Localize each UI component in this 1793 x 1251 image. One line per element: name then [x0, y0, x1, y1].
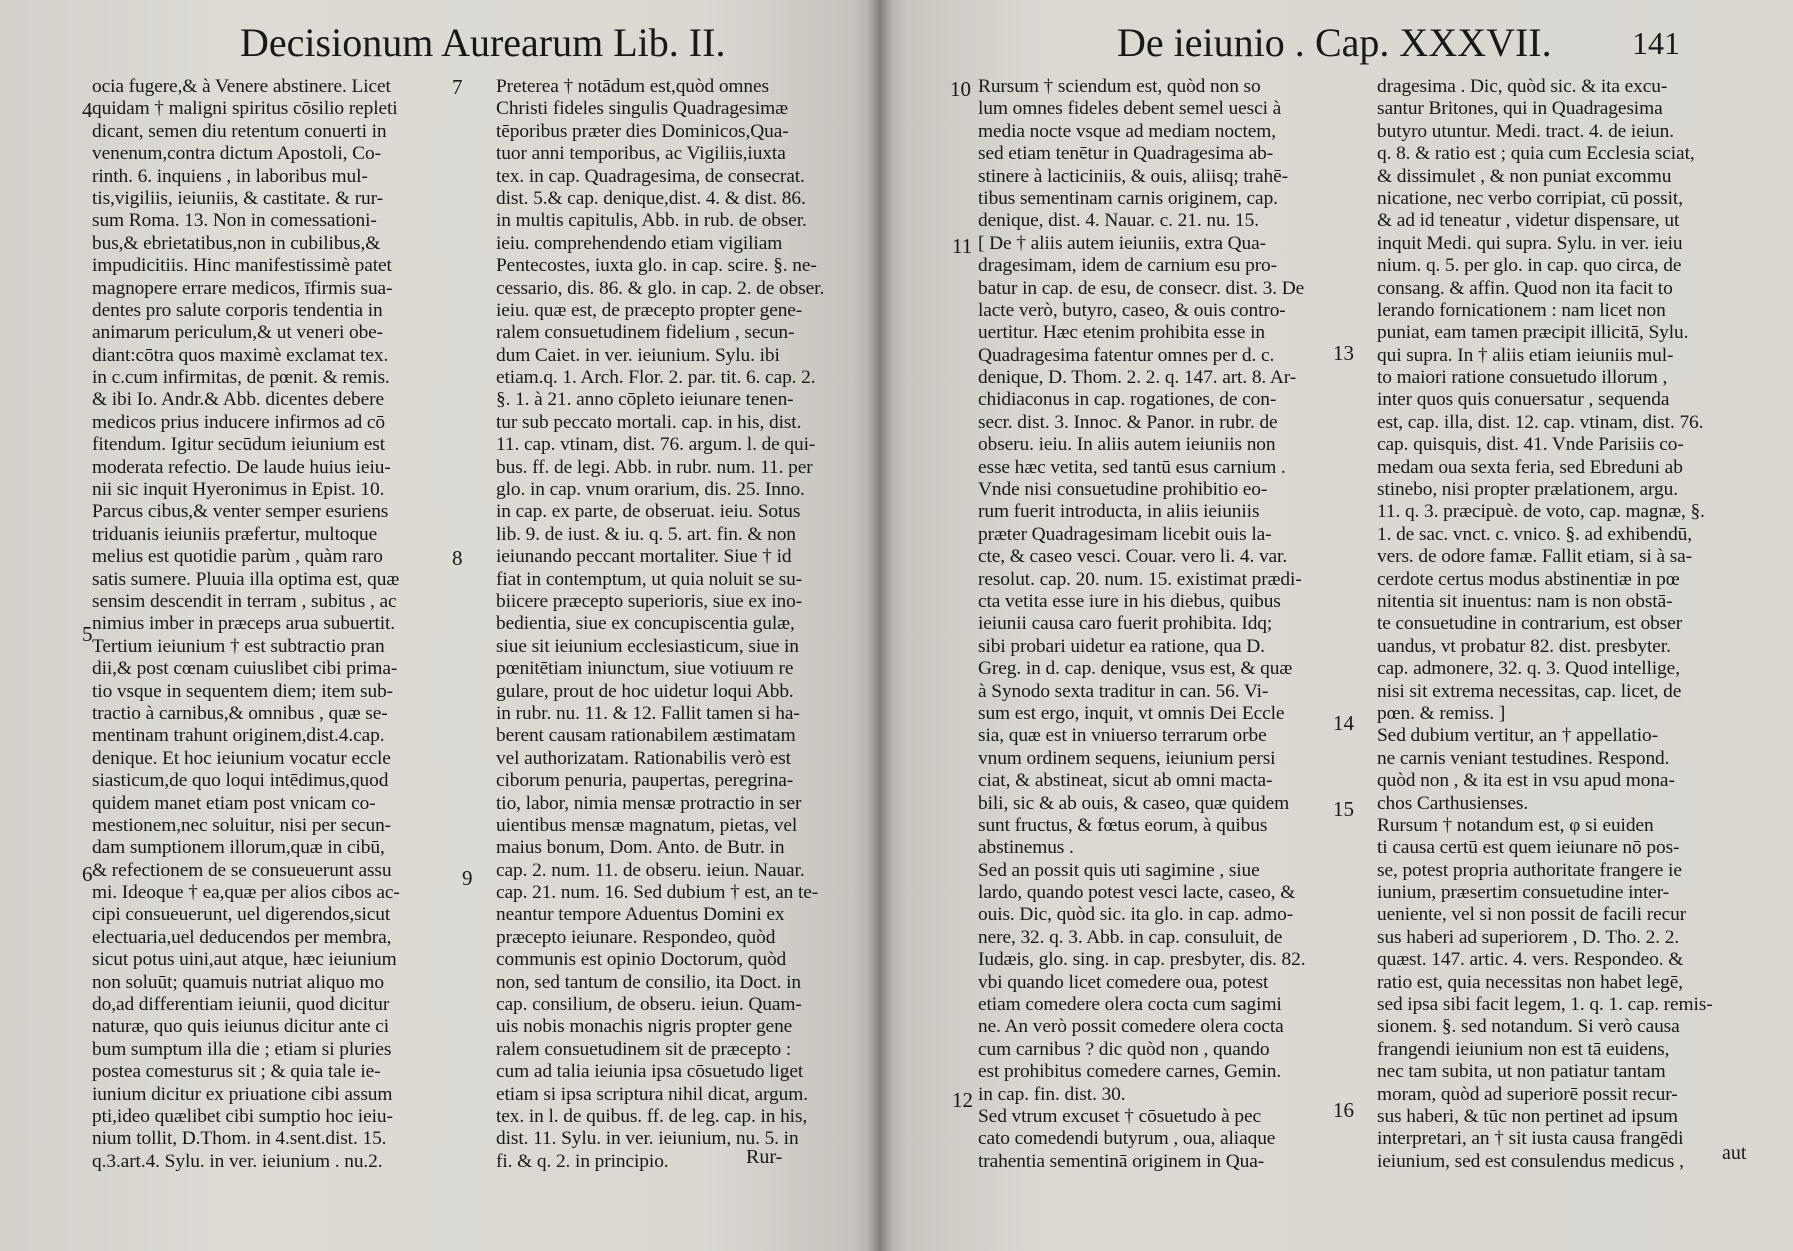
- text-line: sus haberi, & tūc non pertinet ad ipsum: [1377, 1105, 1678, 1127]
- text-line: postea comesturus sit ; & quia tale ie-: [92, 1061, 381, 1083]
- text-line: dist. 11. Sylu. in ver. ieiunium, nu. 5. in: [496, 1128, 799, 1150]
- text-line: in multis capitulis, Abb. in rub. de obser.: [496, 210, 807, 232]
- text-line: Iudæis, glo. sing. in cap. presbyter, dis. 82.: [978, 949, 1306, 971]
- text-line: abstinemus .: [978, 837, 1074, 859]
- text-line: tur sub peccato mortali. cap. in his, dist.: [496, 411, 802, 433]
- text-line: non soluūt; quamuis nutriat aliquo mo: [92, 971, 384, 993]
- text-line: etiam.q. 1. Arch. Flor. 2. par. tit. 6. cap. 2.: [496, 367, 816, 389]
- text-line: naturæ, quo quis ieiunus dicitur ante ci: [92, 1016, 390, 1038]
- text-line: dentes pro salute corporis tendentia in: [92, 299, 383, 321]
- text-line: non, sed tantum de consilio, ita Doct. in: [496, 971, 802, 993]
- text-line: in rubr. nu. 11. & 12. Fallit tamen si ha-: [496, 702, 800, 724]
- text-line: dum Caiet. in ver. ieiunium. Sylu. ibi: [496, 344, 780, 366]
- text-line: ouis. Dic, quòd sic. ita glo. in cap. admo-: [978, 904, 1294, 926]
- text-line: 11. cap. vtinam, dist. 76. argum. l. de qui-: [496, 434, 816, 456]
- text-line: uandus, vt probatur 82. dist. presbyter.: [1377, 635, 1671, 657]
- text-line: glo. in cap. vnum orarium, dis. 25. Inno.: [496, 479, 805, 501]
- text-line: se, potest propria authoritate frangere ie: [1377, 859, 1682, 881]
- text-line: dragesima . Dic, quòd sic. & ita excu-: [1377, 76, 1668, 97]
- text-line: venenum,contra dictum Apostoli, Co-: [92, 143, 381, 165]
- text-line: bus,& ebrietatibus,non in cubilibus,&: [92, 232, 381, 254]
- text-line: Rursum † notandum est, φ si euiden: [1377, 814, 1654, 836]
- text-line: lib. 9. de iust. & iu. q. 5. art. fin. & non: [496, 523, 796, 545]
- text-line: præcepto ieiunare. Respondeo, quòd: [496, 926, 776, 948]
- margin-number: 13: [1333, 341, 1354, 365]
- text-line: nium tollit, D.Thom. in 4.sent.dist. 15.: [92, 1128, 387, 1150]
- text-line: tuor anni temporibus, ac Vigiliis,iuxta: [496, 143, 786, 165]
- text-line: rum fuerit introducta, in aliis ieiuniis: [978, 501, 1260, 523]
- text-line: tex. in l. de quibus. ff. de leg. cap. in his,: [496, 1105, 808, 1127]
- book-title: Decisionum Aurearum: [240, 20, 604, 65]
- text-line: mentinam trahunt originem,dist.4.cap.: [92, 725, 385, 747]
- text-line: sum est ergo, inquit, vt omnis Dei Eccle: [978, 702, 1285, 724]
- text-line: ieiunii causa caro fuerit prohibita. Idq;: [978, 613, 1273, 635]
- text-line: & dissimulet , & non puniat excommu: [1377, 165, 1672, 187]
- page-number: 141: [1632, 25, 1680, 61]
- text-line: melius est quotidie parùm , quàm raro: [92, 546, 383, 568]
- text-line: cap. 2. num. 11. de obseru. ieiun. Nauar.: [496, 859, 805, 881]
- text-line: secr. dist. 3. Innoc. & Panor. in rubr. de: [978, 411, 1278, 433]
- text-line: & refectionem de se consueuerunt assu: [92, 859, 392, 881]
- text-line: tio vsque in sequentem diem; item sub-: [92, 680, 394, 702]
- text-line: Quadragesima fatentur omnes per d. c.: [978, 344, 1275, 366]
- chapter-title: De ieiunio .: [1117, 20, 1305, 65]
- text-line: ocia fugere,& à Venere abstinere. Licet: [92, 76, 391, 97]
- right-page: [880, 0, 1793, 1251]
- text-line: lacte verò, butyro, caseo, & ouis contro-: [978, 299, 1286, 321]
- text-line: moderata refectio. De laude huius ieiu-: [92, 456, 391, 478]
- text-line: §. 1. à 21. anno cōpleto ieiunare tenen-: [496, 389, 794, 411]
- text-line: Christi fideles singulis Quadragesimæ: [496, 98, 788, 120]
- text-line: in cap. fin. dist. 30.: [978, 1083, 1126, 1105]
- text-line: cap. quisquis, dist. 41. Vnde Parisiis co-: [1377, 434, 1684, 456]
- text-line: dii,& post cœnam cuiuslibet cibi prima-: [92, 658, 398, 680]
- text-line: dicant, semen diu retentum conuerti in: [92, 120, 387, 142]
- text-line: 11. q. 3. præcipuè. de voto, cap. magnæ, §.: [1377, 501, 1705, 523]
- margin-number: 9: [462, 866, 473, 890]
- text-line: Tertium ieiunium † est subtractio pran: [92, 635, 385, 657]
- text-line: Preterea † notādum est,quòd omnes: [496, 76, 769, 97]
- text-line: resolut. cap. 20. num. 15. existimat prædi-: [978, 568, 1302, 590]
- text-line: do,ad differentiam ieiunii, quod dicitur: [92, 994, 390, 1016]
- text-line: Sed dubium vertitur, an † appellatio-: [1377, 725, 1658, 747]
- text-line: bedientia, siue ex concupiscentia gulæ,: [496, 613, 795, 635]
- text-line: siasticum,de quo loqui intēdimus,quod: [92, 770, 389, 792]
- text-line: uientibus mensæ magnatum, pietas, vel: [496, 814, 798, 836]
- text-line: cerdote certus modus abstinentiæ in pœ: [1377, 568, 1680, 590]
- text-line: inquit Medi. qui supra. Sylu. in ver. ieiu: [1377, 232, 1683, 254]
- text-line: lum omnes fideles debent semel uesci à: [978, 98, 1282, 120]
- text-line: siue sit ieiunium ecclesiasticum, siue in: [496, 635, 799, 657]
- text-line: dam sumptionem illorum,quæ in cibū,: [92, 837, 385, 859]
- text-line: sionem. §. sed notandum. Si verò causa: [1377, 1016, 1680, 1038]
- text-line: tibus sementinam carnis originem, cap.: [978, 187, 1278, 209]
- text-line: nium. q. 5. per glo. in cap. quo circa, de: [1377, 255, 1682, 277]
- text-line: stinebo, nisi propter prælationem, argu.: [1377, 479, 1678, 501]
- text-line: denique. Et hoc ieiunium vocatur eccle: [92, 747, 391, 769]
- margin-number: 8: [452, 546, 463, 570]
- text-line: media nocte vsque ad mediam noctem,: [978, 120, 1277, 142]
- text-line: nitentia sit inuentus: nam is non obstā-: [1377, 590, 1673, 612]
- right-column-2: [1377, 76, 1713, 1173]
- text-line: Sed an possit quis uti sagimine , siue: [978, 859, 1260, 881]
- text-line: trahentia sementinā originem in Qua-: [978, 1150, 1265, 1172]
- text-line: neantur tempore Aduentus Domini ex: [496, 904, 785, 926]
- text-line: in cap. ex parte, de obseruat. ieiu. Sotus: [496, 501, 801, 523]
- text-line: sicut potus uini,aut atque, hæc ieiunium: [92, 949, 397, 971]
- text-line: esse hæc vetita, sed tantū esus carnium .: [978, 456, 1286, 478]
- text-line: quidem manet etiam post vnicam co-: [92, 792, 376, 814]
- catchword-right: aut: [1722, 1142, 1747, 1164]
- text-line: sibi probari uidetur ea ratione, qua D.: [978, 635, 1265, 657]
- text-line: te consuetudine in contrarium, est obser: [1377, 613, 1683, 635]
- text-line: bili, sic & ab ouis, & caseo, quæ quidem: [978, 792, 1290, 814]
- text-line: moram, quòd ad superiorē possit recur-: [1377, 1083, 1678, 1105]
- text-line: bum sumptum illa die ; etiam si pluries: [92, 1038, 392, 1060]
- text-line: Parcus cibus,& venter semper esuriens: [92, 501, 389, 523]
- text-line: tēporibus præter dies Dominicos,Qua-: [496, 120, 789, 142]
- text-line: stinere à lacticiniis, & ouis, aliisq; trahē-: [978, 165, 1288, 187]
- text-line: communis est opinio Doctorum, quòd: [496, 949, 787, 971]
- text-line: tex. in cap. Quadragesima, de consecrat.: [496, 165, 805, 187]
- text-line: est prohibitus comedere carnes, Gemin.: [978, 1061, 1282, 1083]
- text-line: nere, 32. q. 3. Abb. in cap. consuluit, de: [978, 926, 1283, 948]
- text-line: sia, quæ est in vniuerso terrarum orbe: [978, 725, 1267, 747]
- left-column-1: [92, 76, 400, 1173]
- text-line: sed etiam tenētur in Quadragesima ab-: [978, 143, 1274, 165]
- text-line: to maiori ratione consuetudo illorum ,: [1377, 367, 1668, 389]
- text-line: uis nobis monachis nigris propter gene: [496, 1016, 793, 1038]
- text-line: lardo, quando potest vesci lacte, caseo, &: [978, 882, 1296, 904]
- text-line: bus. ff. de legi. Abb. in rubr. num. 11. per: [496, 456, 813, 478]
- text-line: fi. & q. 2. in principio.: [496, 1150, 669, 1172]
- text-line: est, cap. illa, dist. 12. cap. vtinam, dist. 76.: [1377, 411, 1704, 433]
- left-column-2: [496, 76, 824, 1173]
- margin-number: 15: [1333, 797, 1354, 821]
- text-line: etiam si ipsa scriptura nihil dicat, argum.: [496, 1083, 808, 1105]
- text-line: ueniente, vel si non possit de facili recur: [1377, 904, 1687, 926]
- text-line: quæst. 147. artic. 4. vers. Respondeo. &: [1377, 949, 1684, 971]
- text-line: cap. 21. num. 16. Sed dubium † est, an te-: [496, 882, 819, 904]
- text-line: berent causam rationabilem æstimatam: [496, 725, 796, 747]
- text-line: sunt fructus, & fœtus eorum, à quibus: [978, 814, 1268, 836]
- margin-number: 12: [952, 1088, 973, 1112]
- text-line: ne. An verò possit comedere olera cocta: [978, 1016, 1284, 1038]
- text-line: animarum periculum,& ut veneri obe-: [92, 322, 384, 344]
- text-line: magnopere errare medicos, īfirmis sua-: [92, 277, 393, 299]
- text-line: iunium dicitur ex priuatione cibi assum: [92, 1083, 393, 1105]
- text-line: medam oua sexta feria, sed Ebreduni ab: [1377, 456, 1683, 478]
- text-line: uertitur. Hæc etenim prohibita esse in: [978, 322, 1265, 344]
- text-line: cta vetita esse iure in his diebus, quibus: [978, 590, 1281, 612]
- text-line: denique, dist. 4. Nauar. c. 21. nu. 15.: [978, 210, 1259, 232]
- text-line: nec tam subita, ut non patiatur tantam: [1377, 1061, 1666, 1083]
- margin-number: 7: [452, 75, 463, 99]
- text-line: & ad id teneatur , videtur dispensare, ut: [1377, 210, 1680, 232]
- text-line: dragesimam, idem de carnium esu pro-: [978, 255, 1278, 277]
- margin-number: 10: [950, 77, 971, 101]
- catchword-left: Rur-: [746, 1146, 783, 1168]
- chapter-number: Cap. XXXVII.: [1315, 20, 1552, 65]
- text-line: cato comedendi butyrum , oua, aliaque: [978, 1128, 1276, 1150]
- text-line: lerando fornicationem : nam licet non: [1377, 299, 1666, 321]
- text-line: impudicitiis. Hinc manifestissimè patet: [92, 255, 392, 277]
- text-line: nisi sit extrema necessitas, cap. licet, de: [1377, 680, 1682, 702]
- text-line: maius bonum, Dom. Anto. de Butr. in: [496, 837, 785, 859]
- text-line: [ De † aliis autem ieiuniis, extra Qua-: [978, 232, 1266, 254]
- text-line: consang. & affin. Quod non ita facit to: [1377, 277, 1673, 299]
- text-line: santur Britones, qui in Quadragesima: [1377, 98, 1663, 120]
- text-line: mestionem,nec soluitur, nisi per secun-: [92, 814, 392, 836]
- text-line: sus haberi ad superiorem , D. Tho. 2. 2.: [1377, 926, 1680, 948]
- text-line: vel authorizatam. Rationabilis verò est: [496, 747, 791, 769]
- margin-number: 14: [1333, 711, 1354, 735]
- text-line: obseru. ieiu. In aliis autem ieiuniis non: [978, 434, 1276, 456]
- text-line: & ibi Io. Andr.& Abb. dicentes debere: [92, 389, 384, 411]
- text-line: vers. de odore famæ. Fallit etiam, si à sa-: [1377, 546, 1693, 568]
- text-line: electuaria,uel deducendos per membra,: [92, 926, 392, 948]
- text-line: ti causa certū est quem ieiunare nō pos-: [1377, 837, 1680, 859]
- text-line: ralem consuetudinem sit de præcepto :: [496, 1038, 792, 1060]
- text-line: cessario, dis. 86. & glo. in cap. 2. de obser.: [496, 277, 825, 299]
- text-line: ieiunando peccant mortaliter. Siue † id: [496, 546, 792, 568]
- running-title-right: [1117, 20, 1305, 66]
- text-line: ieiu. comprehendendo etiam vigiliam: [496, 232, 783, 254]
- text-line: gulare, prout de hoc uidetur loqui Abb.: [496, 680, 794, 702]
- text-line: sed ipsa sibi facit legem, 1. q. 1. cap. remis-: [1377, 994, 1713, 1016]
- text-line: fiat in contemptum, ut quia noluit se su-: [496, 568, 803, 590]
- text-line: diant:cōtra quos maximè exclamat tex.: [92, 344, 389, 366]
- text-line: frangendi ieiunium non est tā euidens,: [1377, 1038, 1670, 1060]
- text-line: iunium, præsertim consuetudine inter-: [1377, 882, 1670, 904]
- text-line: rinth. 6. inquiens , in laboribus mul-: [92, 165, 368, 187]
- text-line: quòd non , & ita est in vsu apud mona-: [1377, 770, 1675, 792]
- margin-number: 4: [82, 98, 93, 122]
- text-line: denique, D. Thom. 2. 2. q. 147. art. 8. Ar-: [978, 367, 1297, 389]
- text-line: ieiunium, sed est consulendus medicus ,: [1377, 1150, 1684, 1172]
- text-line: vnum ordinem sequens, ieiunium persi: [978, 747, 1276, 769]
- text-line: mi. Ideoque † ea,quæ per alios cibos ac-: [92, 882, 400, 904]
- text-line: cipi consueuerunt, uel digerendos,sicut: [92, 904, 391, 926]
- text-line: q.3.art.4. Sylu. in ver. ieiunium . nu.2.: [92, 1150, 383, 1172]
- text-line: butyro utuntur. Medi. tract. 4. de ieiun.: [1377, 120, 1674, 142]
- text-line: cum carnibus ? dic quòd non , quando: [978, 1038, 1270, 1060]
- text-line: qui supra. In † aliis etiam ieiuniis mul-: [1377, 344, 1674, 366]
- text-line: biicere præcepto superioris, siue ex ino-: [496, 590, 803, 612]
- text-line: interpretari, an † sit iusta causa frangēdi: [1377, 1128, 1684, 1150]
- text-line: triduanis ieiuniis præfertur, multoque: [92, 523, 378, 545]
- text-line: ne carnis veniant testudines. Respond.: [1377, 747, 1670, 769]
- text-line: cte, & caseo vesci. Couar. vero li. 4. var.: [978, 546, 1288, 568]
- text-line: cap. consilium, de obseru. ieiun. Quam-: [496, 994, 802, 1016]
- text-line: tio, labor, nimia mensæ protractio in ser: [496, 792, 802, 814]
- text-line: Pentecostes, iuxta glo. in cap. scire. §. ne-: [496, 255, 817, 277]
- book-number: Lib. II.: [613, 20, 726, 65]
- text-line: pœn. & remiss. ]: [1377, 702, 1506, 724]
- text-line: puniat, eam tamen præcipit illicitā, Sylu.: [1377, 322, 1689, 344]
- text-line: sensim descendit in terram , subitus , ac: [92, 590, 397, 612]
- text-line: ciat, & abstineat, sicut ab omni macta-: [978, 770, 1273, 792]
- text-line: sum Roma. 13. Non in comessationi-: [92, 210, 377, 232]
- margin-number: 11: [952, 234, 973, 258]
- chapter-heading: [1315, 20, 1552, 66]
- text-line: etiam comedere olera cocta cum sagimi: [978, 994, 1282, 1016]
- text-line: pœnitētiam iniunctum, siue votiuum re: [496, 658, 794, 680]
- text-line: ieiu. quæ est, de præcepto propter gene-: [496, 299, 803, 321]
- margin-number: 5: [82, 622, 93, 646]
- book-gutter: [868, 0, 892, 1251]
- text-line: nimius imber in præceps arua subuertit.: [92, 613, 396, 635]
- text-line: vbi quando licet comedere oua, potest: [978, 971, 1269, 993]
- text-line: q. 8. & ratio est ; quia cum Ecclesia sciat,: [1377, 143, 1695, 165]
- text-line: ralem consuetudinem fidelium , secun-: [496, 322, 795, 344]
- text-line: nicatione, nec verbo corripiat, cū possit,: [1377, 187, 1683, 209]
- text-line: 1. de sac. vnct. c. vnico. §. ad exhibendū,: [1377, 523, 1693, 545]
- text-line: chos Carthusienses.: [1377, 792, 1529, 814]
- text-line: nii sic inquit Hyeronimus in Epist. 10.: [92, 479, 385, 501]
- left-page: [0, 0, 880, 1251]
- margin-number: 16: [1333, 1098, 1354, 1122]
- text-line: in c.cum infirmitas, de pœnit. & remis.: [92, 367, 390, 389]
- text-line: à Synodo sexta traditur in can. 56. Vi-: [978, 680, 1269, 702]
- text-line: Vnde nisi consuetudine prohibitio eo-: [978, 479, 1268, 501]
- text-line: tractio à carnibus,& omnibus , quæ se-: [92, 702, 388, 724]
- text-line: Rursum † sciendum est, quòd non so: [978, 76, 1261, 97]
- text-line: ciborum penuria, paupertas, peregrina-: [496, 770, 794, 792]
- margin-number: 6: [82, 862, 93, 886]
- running-title-left: [240, 20, 725, 66]
- text-line: cum ad talia ieiunia ipsa cōsuetudo liget: [496, 1061, 804, 1083]
- text-line: inter quos quis conuersatur , sequenda: [1377, 389, 1670, 411]
- right-column-1: [978, 76, 1305, 1173]
- text-line: ratio est, quia necessitas non habet legē,: [1377, 971, 1683, 993]
- text-line: præter Quadragesimam licebit ouis la-: [978, 523, 1272, 545]
- text-line: satis sumere. Pluuia illa optima est, quæ: [92, 568, 400, 590]
- text-line: medicos prius inducere infirmos ad cō: [92, 411, 386, 433]
- text-line: Sed vtrum excuset † cōsuetudo à pec: [978, 1105, 1261, 1127]
- text-line: pti,ideo quælibet cibi sumptio hoc ieiu-: [92, 1105, 393, 1127]
- text-line: batur in cap. de esu, de consecr. dist. 3. De: [978, 277, 1305, 299]
- text-line: Greg. in d. cap. denique, vsus est, & quæ: [978, 658, 1293, 680]
- text-line: fitendum. Igitur secūdum ieiunium est: [92, 434, 386, 456]
- text-line: quidam † maligni spiritus cōsilio repleti: [92, 98, 398, 120]
- text-line: cap. admonere, 32. q. 3. Quod intellige,: [1377, 658, 1680, 680]
- text-line: tis,vigiliis, ieiuniis, & castitate. & rur-: [92, 187, 383, 209]
- text-line: dist. 5.& cap. denique,dist. 4. & dist. 86.: [496, 187, 806, 209]
- text-line: chidiaconus in cap. rogationes, de con-: [978, 389, 1277, 411]
